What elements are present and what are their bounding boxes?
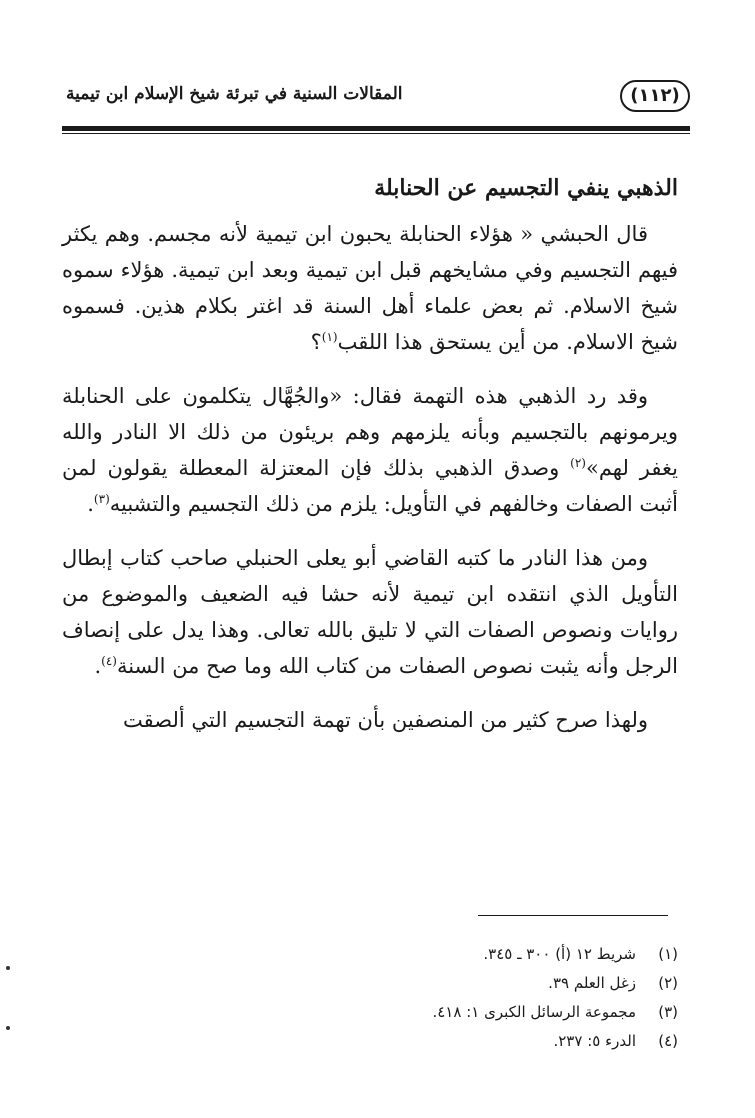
footnote-item <box>62 969 678 998</box>
scan-speck <box>6 966 10 970</box>
paragraph-text: ومن هذا النادر ما كتبه القاضي أبو يعلى الحنبلي صاحب كتاب إبطال التأويل الذي انتقده ابن تيمية لأنه حشا فيه الضعيف والموضوع من روايات ونصوص الصفات التي لا تليق بالله تعالى. وهذا يدل على إنصاف الرجل وأنه يثبت نصوص الصفات من كتاب الله وما صح من السنة <box>62 546 678 678</box>
paragraph-tail: . <box>87 492 94 516</box>
footnote-item <box>62 940 678 969</box>
running-title: المقالات السنية في تبرئة شيخ الإسلام ابن تيمية <box>66 84 403 104</box>
page-header <box>62 80 690 114</box>
section-heading: الذهبي ينفي التجسيم عن الحنابلة <box>374 175 678 201</box>
paragraph-tail: ؟ <box>310 330 322 354</box>
footnote-ref: (٢) <box>570 456 586 470</box>
header-rule-thick <box>62 126 690 131</box>
paragraph-3 <box>62 540 678 684</box>
scan-speck <box>6 1026 10 1030</box>
footnote-number: (٢) <box>658 974 678 992</box>
paragraph-2 <box>62 378 678 522</box>
paragraph-4 <box>62 702 678 738</box>
paragraph-text: وقد رد الذهبي هذه التهمة فقال: «والجُهَّال يتكلمون على الحنابلة ويرمونهم بالتجسيم وبأنه يلزمهم وهم بريئون من ذلك الا النادر والله يغفر لهم» <box>62 384 678 480</box>
body-text <box>62 170 678 756</box>
paragraph-text: ولهذا صرح كثير من المنصفين بأن تهمة التجسيم التي ألصقت <box>122 708 648 732</box>
footnote-text: مجموعة الرسائل الكبرى ١: ٤١٨. <box>432 1003 636 1021</box>
footnote-ref: (٤) <box>101 654 117 668</box>
footnote-text: شريط ١٢ (أ) ٣٠٠ ـ ٣٤٥. <box>483 945 636 963</box>
footnote-item <box>62 998 678 1027</box>
paragraph-1 <box>62 216 678 360</box>
footnote-number: (٣) <box>658 1003 678 1021</box>
footnote-ref: (٣) <box>93 492 110 506</box>
footnote-separator <box>478 915 668 916</box>
footnote-number: (٤) <box>658 1032 678 1050</box>
footnote-number: (١) <box>658 945 678 963</box>
paragraph-tail: . <box>94 654 102 678</box>
footnote-text: زغل العلم ٣٩. <box>548 974 636 992</box>
footnote-text: الدرء ٥: ٢٣٧. <box>553 1032 636 1050</box>
footnotes <box>62 940 678 1056</box>
footnote-ref: (١) <box>321 330 338 344</box>
paragraph-text: قال الحبشي « هؤلاء الحنابلة يحبون ابن تيمية لأنه مجسم. وهم يكثر فيهم التجسيم وفي مشايخهم قبل ابن تيمية وبعد ابن تيمية. هؤلاء سموه شيخ الاسلام. ثم بعض علماء أهل السنة قد اغتر بكلام هذين. فسموه شيخ الاسلام. من أين يستحق هذا اللقب <box>62 222 678 354</box>
footnote-item <box>62 1027 678 1056</box>
header-rule-thin <box>62 133 690 134</box>
paragraph-tail: وصدق الذهبي بذلك فإن المعتزلة المعطلة يقولون لمن أثبت الصفات وخالفهم في التأويل: يلزم من ذلك التجسيم والتشبيه <box>62 456 678 516</box>
page-number: (١١٢) <box>620 80 690 112</box>
